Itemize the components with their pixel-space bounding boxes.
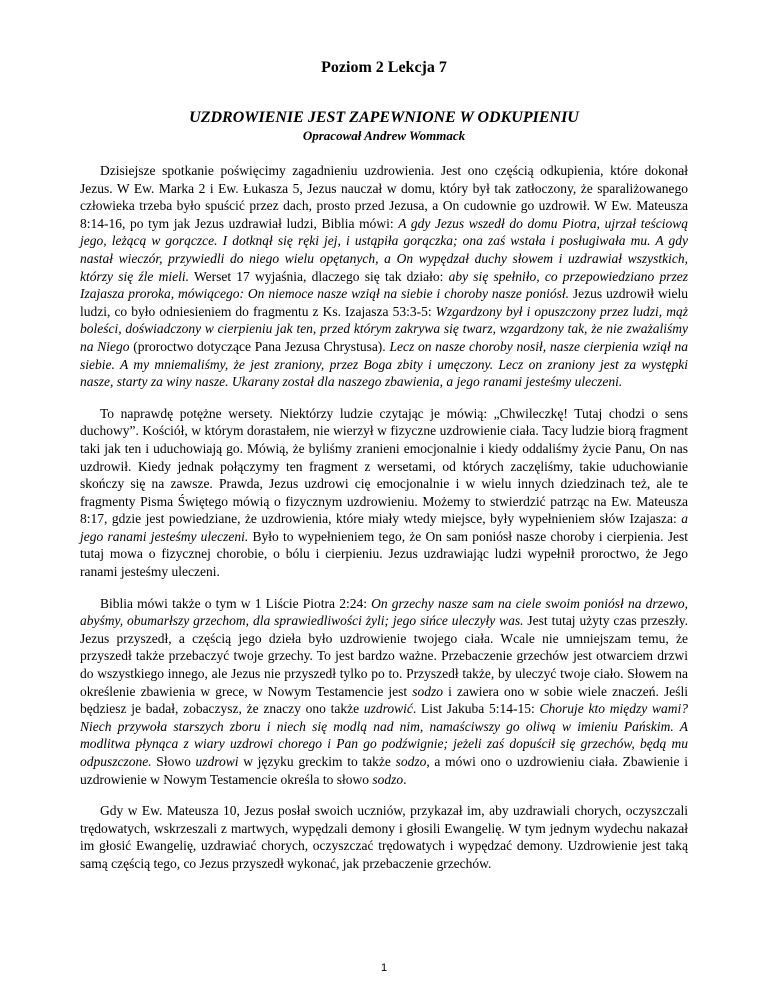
author-line: Opracował Andrew Wommack [302, 128, 466, 143]
italic-quote-run: Choruje kto między wami? Niech przywoła starszych zboru i niech się modlą nad nim, namaściwszy go oliwą w imieniu Pańskim. A modlitwa płynąca z wiary uzdrowi chorego i Pan go podźwignie; jeżeli zaś dopuścił się grzechów, będą mu odpuszczone. [80, 701, 688, 769]
text-run: . [403, 771, 407, 787]
text-run: Werset 17 wyjaśnia, dlaczego się tak działo: [188, 268, 449, 284]
text-run: Było to wypełnieniem tego, że On sam poniósł nasze choroby i cierpienia. Jest tutaj mowa o fizycznej chorobie, o bólu i cierpieniu. Jezus uzdrawiając ludzi wypełnił proroctwo, że Jego ranami jesteśmy uleczeni. [80, 528, 688, 580]
text-run: Słowo [151, 754, 196, 769]
paragraph-4 [80, 802, 688, 872]
text-run: (proroctwo dotyczące Pana Jezusa Chrystusa). [129, 338, 390, 354]
text-run: Gdy w Ew. Mateusza 10, Jezus posłał swoich uczniów, przykazał im, aby uzdrawiali chorych, oczyszczali trędowatych, wskrzeszali z martwych, wypędzali demony i głosili Ewangelię. W tym jednym wydechu nakazał im głosić Ewangelię, uzdrawiać chorych, oczyszczać trędowatych i wypędzać demony. Uzdrowienie jest taką samą częścią tego, co Jezus przyszedł wykonać, jak przebaczenie grzechów. [80, 803, 688, 871]
document-title: UZDROWIENIE JEST ZAPEWNIONE W ODKUPIENIU [189, 109, 579, 126]
italic-quote-run: sodzo [412, 683, 444, 699]
text-run: w języku greckim to także [238, 754, 396, 769]
text-run: Jezus uzdrowił wielu ludzi, co było odniesieniem do fragmentu z Ks. Izajasza 53:3-5: [80, 286, 688, 319]
document-body [80, 162, 688, 873]
italic-quote-run: sodzo [372, 771, 404, 787]
italic-quote-run: On grzechy nasze sam na ciele swoim poniósł na drzewo, abyśmy, obumarłszy grzechom, dla sprawiedliwości żyli; jego sińce uleczyły was. [80, 595, 688, 629]
italic-quote-run: sodzo [395, 754, 427, 769]
italic-quote-run: Lecz on nasze choroby nosił, nasze cierpienia wziął na siebie. A my mniemaliśmy, że jest zraniony, przez Boga zbity i umęczony. Lecz on zraniony jest za występki nasze, starty za winy nasze. Ukarany został dla naszego zbawienia, a jego ranami jesteśmy uleczeni. [80, 338, 689, 390]
paragraph-1 [80, 162, 688, 391]
paragraph-3 [80, 595, 688, 789]
text-run: Jest tutaj użyty czas przeszły. Jezus przyszedł, a częścią jego dzieła było uzdrowienie twojego ciała. Wcale nie umniejszam temu, że przyszedł także przebaczyć twoje grzechy. To jest bardzo ważne. Przebaczenie grzechów jest otwarciem drzwi do wszystkiego innego, ale Jezus nie przyszedł tylko po to. Przyszedł także, by uleczyć twoje ciało. Słowem na określenie zbawienia w grece, w Nowym Testamencie jest [80, 613, 688, 699]
text-run: To naprawdę potężne wersety. Niektórzy ludzie czytając je mówią: „Chwileczkę! Tutaj chodzi o sens duchowy”. Kościół, w którym dorastałem, nie wierzył w fizyczne uzdrowienie ciała. Tacy ludzie biorą fragment taki jak ten i uduchowiają go. Mówią, że byliśmy zranieni emocjonalnie i kiedy oddaliśmy życie Panu, On nas uzdrowił. Kiedy jednak połączymy ten fragment z wersetami, od których zaczęliśmy, takie uduchowianie skończy się na zawsze. Prawda, Jezus uzdrowi cię emocjonalnie i w wielu innych dziedzinach też, ale te fragmenty Pisma Świętego mówią o fizycznym uzdrowieniu. Możemy to stwierdzić patrząc na Ew. Mateusza 8:17, gdzie jest powiedziane, że uzdrowienia, które miały wtedy miejsce, były wypełnieniem słów Izajasza: [80, 405, 688, 527]
page-number: 1 [380, 962, 388, 974]
text-run: Dzisiejsze spotkanie poświęcimy zagadnieniu uzdrowienia. Jest ono częścią odkupienia, które dokonał Jezus. W Ew. Marka 2 i Ew. Łukasza 5, Jezus nauczał w domu, który był tak zatłoczony, że sparaliżowanego człowieka trzeba było spuścić przez dach, prosto przed Jezusa, a On cudownie go uzdrowił. W Ew. Mateusza 8:14-16, po tym jak Jezus uzdrawiał ludzi, Biblia mówi: [80, 163, 688, 231]
text-run: i zawiera ono w sobie wiele znaczeń. Jeśli będziesz je badał, zobaczysz, że znaczy ono także [80, 683, 689, 717]
lesson-heading: Poziom 2 Lekcja 7 [321, 59, 447, 76]
paragraph-2 [80, 405, 688, 581]
italic-quote-run: uzdrowić [363, 701, 413, 717]
italic-quote-run: aby się spełniło, co przepowiedziano przez Izajasza proroka, mówiącego: On niemoce nasze wziął na siebie i choroby nasze poniósł. [80, 268, 689, 302]
text-run: . List Jakuba 5:14-15: [412, 701, 540, 717]
text-run: , a mówi ono o uzdrowieniu ciała. Zbawienie i uzdrowienie w Nowym Testamencie określa to słowo [80, 754, 688, 787]
italic-quote-run: uzdrowi [195, 754, 239, 769]
italic-quote-run: Wzgardzony był i opuszczony przez ludzi, mąż boleści, doświadczony w cierpieniu jak ten, przed którym zakrywa się twarz, wzgardzony tak, że nie zważaliśmy na Niego [80, 303, 689, 354]
italic-quote-run: A gdy Jezus wszedł do domu Piotra, ujrzał teściową jego, leżącą w gorączce. I dotknął się ręki jej, i ustąpiła gorączka; ona zaś wstała i posługiwała mu. A gdy nastał wieczór, przywiedli do niego wielu opętanych, a On wypędzał duchy słowem i uzdrawiał wszystkich, którzy się źle mieli. [80, 215, 688, 284]
italic-quote-run: a jego ranami jesteśmy uleczeni. [80, 511, 688, 544]
text-run: Biblia mówi także o tym w 1 Liście Piotra 2:24: [100, 595, 372, 611]
